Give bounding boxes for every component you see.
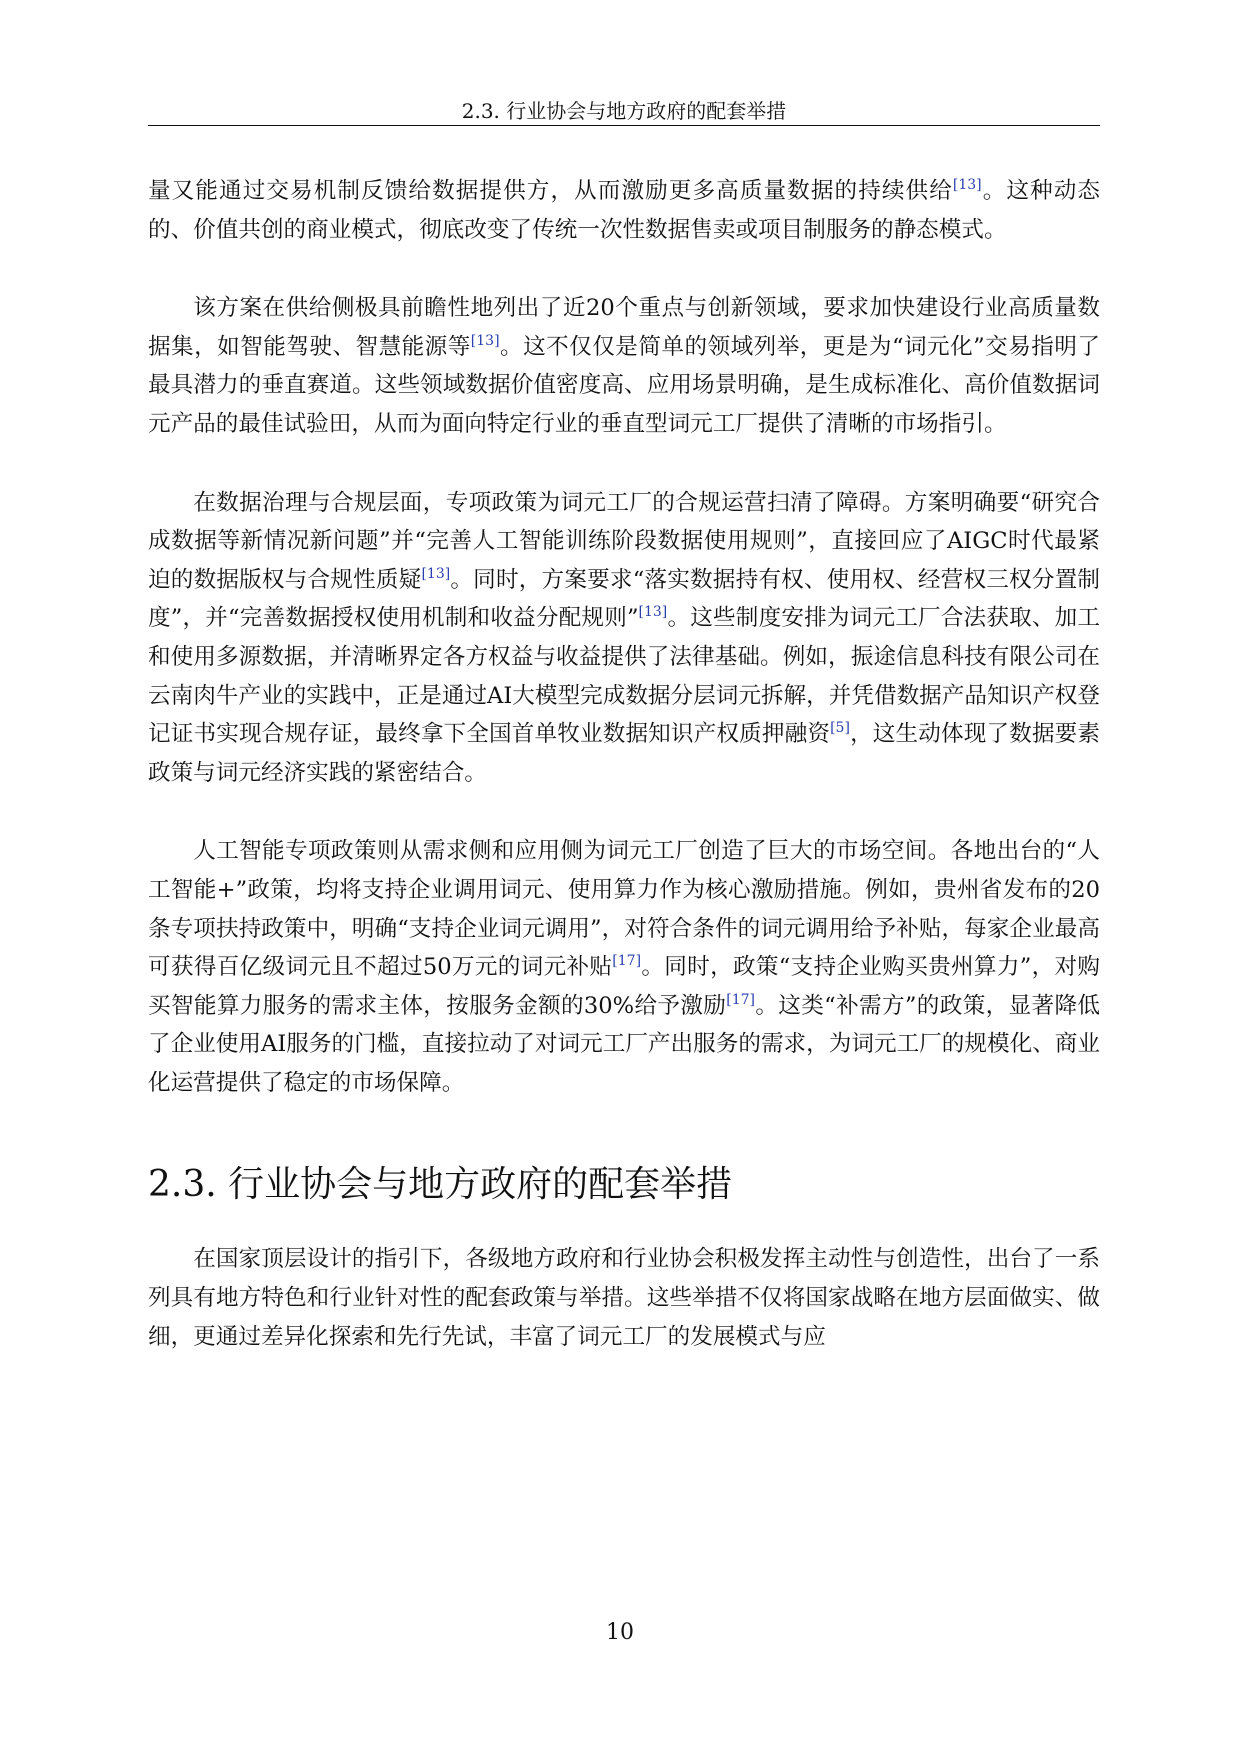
paragraph-text: 。这类“补需方”的政策，显著降低了企业使用AI服务的门槛，直接拉动了对词元工厂产出服务的需求，为词元工厂的规模化、商业化运营提供了稳定的市场保障。 bbox=[148, 992, 1100, 1096]
page-number: 10 bbox=[606, 1620, 634, 1645]
paragraph-text: 。同时，政策“支持企业购买贵州算力”，对购买智能算力服务的需求主体，按服务金额的30%给予激励 bbox=[148, 954, 1100, 1019]
citation-link[interactable]: [13] bbox=[952, 177, 982, 193]
section-heading: 2.3. 行业协会与地方政府的配套举措 bbox=[148, 1164, 733, 1206]
paragraph-text: 该方案在供给侧极具前瞻性地列出了近20个重点与创新领域，要求加快建设行业高质量数据集，如智能驾驶、智慧能源等 bbox=[148, 295, 1100, 360]
citation-link[interactable]: [13] bbox=[638, 604, 668, 621]
body-paragraph bbox=[148, 484, 1100, 793]
citation-link[interactable]: [13] bbox=[470, 332, 500, 349]
paragraph-text: 。这些制度安排为词元工厂合法获取、加工和使用多源数据，并清晰界定各方权益与收益提供了法律基础。例如，振途信息科技有限公司在云南肉牛产业的实践中，正是通过AI大模型完成数据分层词元拆解，并凭借数据产品知识产权登记证书实现合规存证，最终拿下全国首单牧业数据知识产权质押融资 bbox=[148, 605, 1101, 748]
paragraph-text: ，这生动体现了数据要素政策与词元经济实践的紧密结合。 bbox=[148, 721, 1101, 786]
paragraph-text: 。同时，方案要求“落实数据持有权、使用权、经营权三权分置制度”，并“完善数据授权使用机制和收益分配规则” bbox=[148, 566, 1100, 632]
paragraph-text: 人工智能专项政策则从需求侧和应用侧为词元工厂创造了巨大的市场空间。各地出台的“人工智能+”政策，均将支持企业调用词元、使用算力作为核心激励措施。例如，贵州省发布的20条专项扶持政策中，明确“支持企业词元调用”，对符合条件的词元调用给予补贴，每家企业最高可获得百亿级词元且不超过50万元的词元补贴 bbox=[148, 838, 1100, 981]
paragraph-gap bbox=[148, 249, 1100, 289]
citation-link[interactable]: [13] bbox=[421, 565, 451, 582]
paragraph-text: 量又能通过交易机制反馈给数据提供方，从而激励更多高质量数据的持续供给 bbox=[148, 178, 953, 204]
section-intro-paragraph: 在国家顶层设计的指引下，各级地方政府和行业协会积极发挥主动性与创造性，出台了一系列具有地方特色和行业针对性的配套政策与举措。这些举措不仅将国家战略在地方层面做实、做细，更通过差异化探索和先行先试，丰富了词元工厂的发展模式与应 bbox=[148, 1246, 1100, 1350]
citation-link[interactable]: [17] bbox=[726, 991, 755, 1008]
citation-link[interactable]: [5] bbox=[830, 720, 850, 737]
paragraph-gap bbox=[148, 444, 1100, 484]
paragraph-list bbox=[148, 172, 1100, 1102]
body-text bbox=[148, 172, 1100, 1356]
header-rule bbox=[148, 125, 1100, 126]
paragraph-text: 。这种动态的、价值共创的商业模式，彻底改变了传统一次性数据售卖或项目制服务的静态模式。 bbox=[148, 178, 1101, 243]
paragraph-gap bbox=[148, 792, 1100, 832]
body-paragraph bbox=[148, 289, 1100, 443]
running-header: 2.3. 行业协会与地方政府的配套举措 bbox=[461, 99, 787, 123]
body-paragraph bbox=[148, 172, 1100, 249]
paragraph-text: 在数据治理与合规层面，专项政策为词元工厂的合规运营扫清了障碍。方案明确要“研究合成数据等新情况新问题”并“完善人工智能训练阶段数据使用规则”，直接回应了AIGC时代最紧迫的数据版权与合规性质疑 bbox=[148, 489, 1100, 593]
citation-link[interactable]: [17] bbox=[612, 953, 642, 970]
body-paragraph bbox=[148, 832, 1100, 1102]
paragraph-text: 。这不仅仅是简单的领域列举，更是为“词元化”交易指明了最具潜力的垂直赛道。这些领域数据价值密度高、应用场景明确，是生成标准化、高价值数据词元产品的最佳试验田，从而为面向特定行业的垂直型词元工厂提供了清晰的市场指引。 bbox=[148, 333, 1100, 437]
